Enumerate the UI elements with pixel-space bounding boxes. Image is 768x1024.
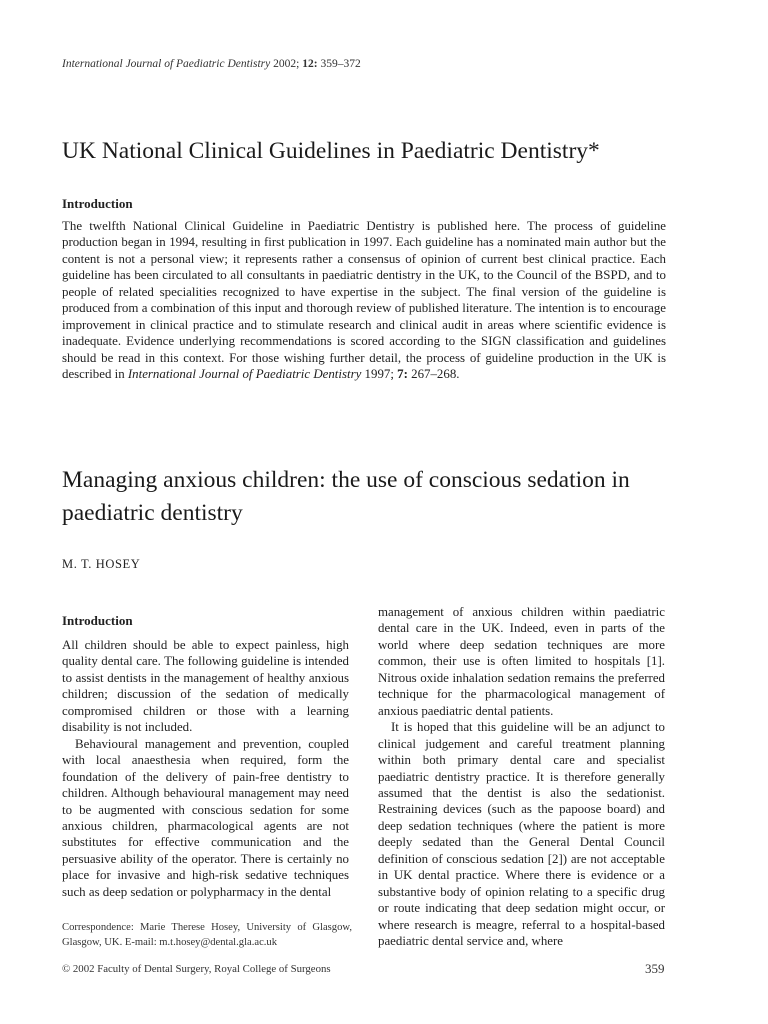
right-paragraph-1: management of anxious children within paediatric dental care in the UK. Indeed, even in parts of the world where deep sedation techniques are more common, their use is often limited to hospitals [1]. Nitrous oxide inhalation sedation remains the preferred technique for the pharmacological management of anxious paediatric dental patients.: [378, 605, 665, 718]
journal-pages: 359–372: [320, 58, 361, 70]
left-paragraph-2: Behavioural management and prevention, coupled with local anaesthesia when required, form the foundation of the delivery of pain-free dentistry to children. Although behavioural management may need to be augmented with conscious sedation for some anxious children, pharmacological agents are not substitutes for effective communication and the persuasive ability of the operator. There is certainly no place for invasive and high-risk sedative techniques such as deep sedation or polypharmacy in the dental: [62, 736, 349, 899]
page-number: 359: [645, 961, 665, 976]
journal-citation-header: [62, 58, 361, 70]
article-intro-heading: Introduction: [62, 613, 133, 628]
journal-name: International Journal of Paediatric Dentistry: [62, 58, 271, 70]
correspondence-note: Correspondence: Marie Therese Hosey, University of Glasgow, Glasgow, UK. E-mail: m.t.hosey@dental.gla.ac.uk: [62, 922, 352, 948]
right-column: [378, 604, 665, 950]
reference-volume: 7:: [397, 367, 408, 382]
guidelines-intro-heading: Introduction: [62, 196, 133, 211]
guidelines-intro-paragraph: [62, 218, 666, 383]
guidelines-intro-text: The twelfth National Clinical Guideline in Paediatric Dentistry is published here. The process of guideline production began in 1994, resulting in first publication in 1997. Each guideline has a nominated main author but the content is not a personal view; it represents rather a consensus of opinion of current best clinical practice. Each guideline has been circulated to all consultants in paediatric dentistry in the UK, to the Council of the BSPD, and to people of related specialities recognized to have expertise in the subject. The final version of the guideline is produced from a combination of this input and thorough review of published literature. The intention is to encourage improvement in clinical practice and to stimulate research and clinical audit in areas where scientific evidence is inadequate. Evidence underlying recommendations is scored according to the SIGN classification and guidelines should be read in this context. For those wishing further detail, the process of guideline production in the UK is described in: [62, 219, 666, 382]
reference-journal: International Journal of Paediatric Dentistry: [127, 367, 362, 382]
left-paragraph-1: All children should be able to expect painless, high quality dental care. The following guideline is intended to assist dentists in the management of healthy anxious children; discussion of the sedation of medically compromised children or those with a learning disability is not included.: [62, 638, 349, 735]
guidelines-title: UK National Clinical Guidelines in Paediatric Dentistry*: [62, 138, 600, 164]
copyright-footer: © 2002 Faculty of Dental Surgery, Royal College of Surgeons: [62, 963, 331, 975]
right-paragraph-2: It is hoped that this guideline will be an adjunct to clinical judgement and careful treatment planning within both primary dental care and specialist paediatric dentistry practice. It is therefore generally assumed that the dentist is also the sedationist. Restraining devices (such as the papoose board) and deep sedation techniques (where the patient is more deeply sedated than the General Dental Council definition of conscious sedation [2]) are not acceptable in UK dental practice. Where there is evidence or a substantive body of opinion relating to a specific drug or route indicating that deep sedation might occur, or where research is meagre, referral to a hospital-based paediatric dental service and, where: [378, 720, 665, 949]
reference-year: 1997;: [364, 367, 394, 382]
article-title: Managing anxious children: the use of conscious sedation in paediatric dentistry: [62, 467, 630, 526]
article-author: M. T. HOSEY: [62, 557, 141, 571]
reference-pages: 267–268.: [411, 367, 460, 382]
journal-volume: 12:: [302, 58, 318, 70]
journal-year: 2002;: [273, 58, 300, 70]
left-column: [62, 637, 349, 900]
